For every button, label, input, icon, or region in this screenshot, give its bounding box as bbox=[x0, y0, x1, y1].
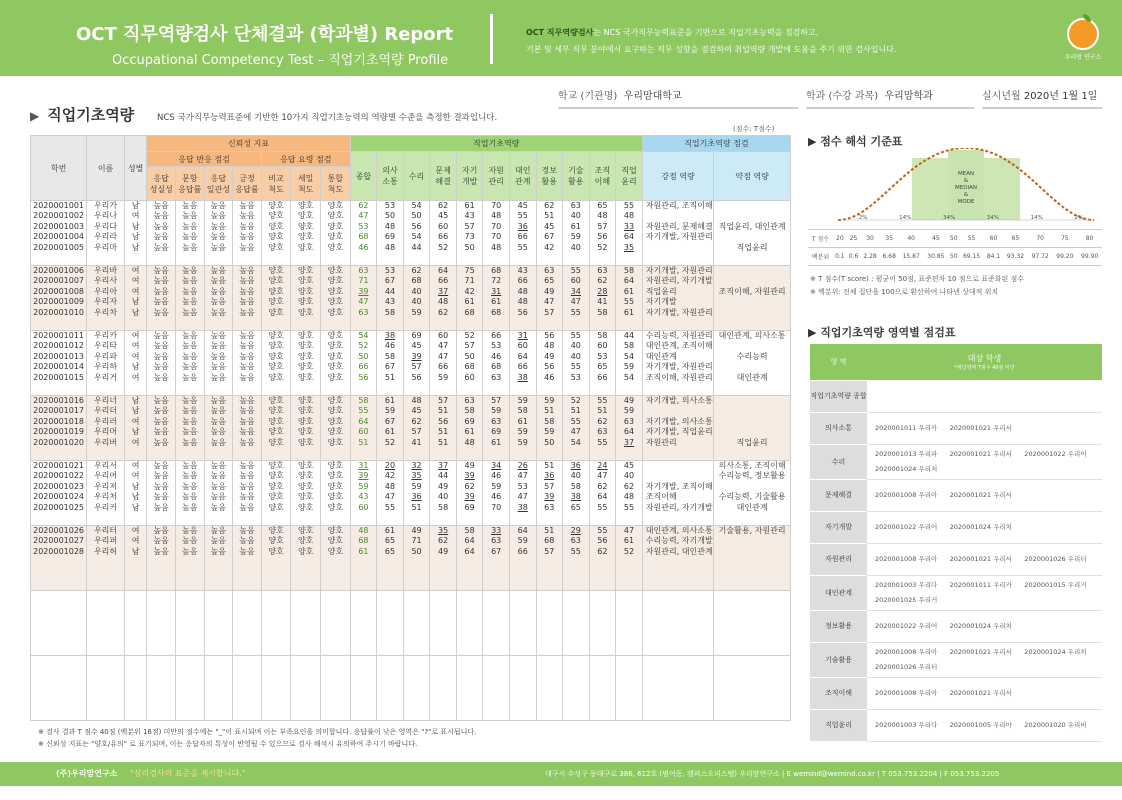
tscore-value: 55 bbox=[959, 230, 984, 248]
total-score-cell: 58 55 64 60 51 bbox=[350, 396, 377, 461]
ability-score-cell: 70 48 70 70 48 bbox=[483, 201, 510, 266]
ability-score-cell: 59 58 61 59 59 bbox=[509, 396, 536, 461]
col-s7: 통합 척도 bbox=[320, 167, 350, 201]
info-dept bbox=[806, 84, 974, 109]
ability-score-cell: 62 51 45 67 42 bbox=[536, 201, 563, 266]
ability-score-cell: 61 65 65 bbox=[377, 526, 404, 591]
pattern-cell: 양호 양호 양호 양호 양호 bbox=[261, 461, 291, 526]
info-school bbox=[558, 84, 798, 109]
tscore-value: 20 bbox=[833, 230, 847, 248]
reliability-cell: 높음 높음 높음 bbox=[175, 526, 204, 591]
percentile-value: 0.6 bbox=[847, 248, 861, 266]
col-total: 종합 bbox=[350, 152, 377, 201]
ability-score-cell: 36 40 58 38 65 bbox=[563, 461, 590, 526]
total-score-cell: 54 52 50 66 56 bbox=[350, 331, 377, 396]
footer-bar bbox=[0, 762, 1122, 786]
pattern-cell: 양호 양호 양호 bbox=[320, 526, 350, 591]
ability-score-cell: 52 57 50 68 60 bbox=[456, 331, 483, 396]
area-name: 기술활용 bbox=[810, 642, 867, 677]
desc-line1: 는 NCS 국가직무능력표준을 기반으로 직업기초능력을 점검하고, bbox=[593, 28, 819, 37]
weakness-cell: 의사소통, 조직이해 수리능력, 정보활용 수리능력, 기술활용 대인관계 bbox=[714, 461, 791, 526]
col-resp: 응답 반응 점검 bbox=[147, 152, 261, 167]
area-row bbox=[810, 543, 1102, 575]
bell-percent-row bbox=[843, 215, 1099, 221]
score-guide-title: ▶ 점수 해석 기준표 bbox=[808, 135, 903, 148]
total-score-cell: 31 39 59 43 60 bbox=[350, 461, 377, 526]
tscore-value: 30 bbox=[860, 230, 879, 248]
area-row bbox=[810, 511, 1102, 543]
area-name: 정보활용 bbox=[810, 610, 867, 642]
footnotes bbox=[38, 726, 476, 750]
area-header: 영 역 bbox=[810, 344, 867, 380]
tscore-value: 35 bbox=[880, 230, 899, 248]
reliability-cell: 높음 높음 높음 높음 높음 bbox=[175, 266, 204, 331]
header-description bbox=[526, 24, 896, 58]
student-name-cell: 우리바 우리사 우리아 우리자 우리차 bbox=[87, 266, 125, 331]
ability-score-cell: 37 44 49 40 58 bbox=[430, 461, 457, 526]
pattern-cell: 양호 양호 양호 양호 양호 bbox=[320, 396, 350, 461]
percentile-value: 99.20 bbox=[1053, 248, 1078, 266]
pattern-cell: 양호 양호 양호 양호 양호 bbox=[291, 331, 321, 396]
dept-value: 우리맘학과 bbox=[884, 91, 933, 102]
tscore-value: 60 bbox=[984, 230, 1003, 248]
ability-score-cell: 43 66 48 48 56 bbox=[509, 266, 536, 331]
table-row-group bbox=[31, 201, 791, 266]
student-id-cell: 2020001021 2020001022 2020001023 2020001024 2020001025 bbox=[31, 461, 87, 526]
pattern-cell: 양호 양호 양호 양호 양호 bbox=[291, 461, 321, 526]
section-title-text: 직업기초역량 bbox=[47, 106, 135, 124]
empty-row bbox=[31, 591, 791, 656]
student-name-cell: 우리터 우리퍼 우리허 bbox=[87, 526, 125, 591]
note-percentile: ※ 백분위: 전체 집단을 100으로 환산하여 나타낸 상대적 위치 bbox=[810, 288, 999, 296]
weakness-cell: 대인관계, 의사소통 수리능력 대인관계 bbox=[714, 331, 791, 396]
sex-cell: 남 여 남 남 남 bbox=[124, 201, 146, 266]
report-subtitle: Occupational Competency Test – 직업기초역량 Profile bbox=[112, 53, 449, 68]
dept-label: 학과 (수강 과목) bbox=[806, 91, 879, 102]
col-a1: 의사 소통 bbox=[377, 152, 404, 201]
area-targets: 2020001022 우리어 2020001024 우리처 bbox=[867, 610, 1102, 642]
col-point: 직업기초역량 점검 bbox=[642, 136, 790, 152]
col-pattern: 응답 요령 점검 bbox=[261, 152, 350, 167]
score-scale-table bbox=[808, 229, 1102, 266]
ability-score-cell: 62 68 40 40 59 bbox=[403, 266, 430, 331]
area-targets: 2020001013 우리파 2020001021 우리서 2020001022 우리어 2020001024 우리처 bbox=[867, 444, 1102, 479]
col-sex: 성별 bbox=[124, 136, 146, 201]
reliability-cell: 높음 높음 높음 높음 높음 bbox=[233, 266, 262, 331]
logo-text: 우리맘 연구소 bbox=[1064, 54, 1102, 61]
slogan: "심리검사의 표준을 제시합니다." bbox=[130, 769, 246, 778]
col-id: 학번 bbox=[31, 136, 87, 201]
col-strength: 강점 역량 bbox=[642, 152, 713, 201]
ability-score-cell: 63 62 28 41 58 bbox=[589, 266, 616, 331]
area-name: 직업윤리 bbox=[810, 709, 867, 741]
reliability-cell: 높음 높음 높음 높음 높음 bbox=[204, 331, 233, 396]
desc-line2: 기본 및 세부 직무 분야에서 요구하는 직무 성향을 점검하여 취업역량 개발에 도움을 주기 위한 검사입니다. bbox=[526, 45, 897, 54]
tscore-value: 75 bbox=[1053, 230, 1078, 248]
bell-percent: 34% bbox=[942, 215, 956, 221]
student-id-cell: 2020001006 2020001007 2020001008 2020001009 2020001010 bbox=[31, 266, 87, 331]
percentile-value: 0.1 bbox=[833, 248, 847, 266]
percentile-value: 2.28 bbox=[860, 248, 879, 266]
ability-score-cell: 68 72 31 61 68 bbox=[483, 266, 510, 331]
tscore-value: 70 bbox=[1028, 230, 1053, 248]
ability-score-cell: 69 45 39 57 56 bbox=[403, 331, 430, 396]
org-name: (주)우리맘연구소 bbox=[56, 769, 118, 778]
area-row bbox=[810, 709, 1102, 741]
col-s4: 긍정 응답률 bbox=[233, 167, 262, 201]
col-a5: 자원 관리 bbox=[483, 152, 510, 201]
school-label: 학교 (기관명) bbox=[558, 91, 618, 102]
area-targets: 2020001003 우리다 2020001011 우리카 2020001015 우리거 2020001025 우리커 bbox=[867, 575, 1102, 610]
pattern-cell: 양호 양호 양호 양호 양호 bbox=[320, 331, 350, 396]
area-targets: 2020001011 우리카 2020001021 우리서 bbox=[867, 412, 1102, 444]
area-name: 대인관계 bbox=[810, 575, 867, 610]
col-s3: 응답 일관성 bbox=[204, 167, 233, 201]
ability-score-cell: 61 59 67 61 52 bbox=[377, 396, 404, 461]
area-name: 의사소통 bbox=[810, 412, 867, 444]
reliability-cell: 높음 높음 높음 높음 높음 bbox=[175, 331, 204, 396]
ability-score-cell: 49 39 62 39 69 bbox=[456, 461, 483, 526]
logo bbox=[1058, 18, 1108, 66]
ability-score-cell: 48 45 62 57 41 bbox=[403, 396, 430, 461]
footnote-1: ※ 검사 결과 T 점수 40점 (백분위 16점) 미만의 점수에는 "_"이 표시되며 이는 부족요인을 의미합니다. 응답률이 낮은 영역은 "?"로 표시됩니다. bbox=[38, 728, 477, 736]
reliability-cell: 높음 높음 높음 높음 높음 bbox=[147, 331, 176, 396]
ability-score-cell: 75 71 42 61 68 bbox=[456, 266, 483, 331]
sex-cell: 여 여 여 남 남 bbox=[124, 266, 146, 331]
weakness-cell: 기술활용, 자원관리 bbox=[714, 526, 791, 591]
area-targets: 2020001022 우리어 2020001024 우리처 bbox=[867, 511, 1102, 543]
reliability-cell: 높음 높음 높음 높음 높음 bbox=[147, 266, 176, 331]
reliability-cell: 높음 높음 높음 높음 높음 bbox=[147, 396, 176, 461]
date-label: 실시년월 bbox=[982, 91, 1021, 102]
ability-score-cell: 64 66 37 48 62 bbox=[430, 266, 457, 331]
pattern-cell: 양호 양호 양호 양호 양호 bbox=[291, 396, 321, 461]
area-name: 자기개발 bbox=[810, 511, 867, 543]
sex-cell: 남 남 여 남 여 bbox=[124, 396, 146, 461]
tscore-value: 80 bbox=[1077, 230, 1102, 248]
table-row-group bbox=[31, 526, 791, 591]
area-name: 문제해결 bbox=[810, 479, 867, 511]
percentile-value: 15.87 bbox=[899, 248, 924, 266]
area-row bbox=[810, 444, 1102, 479]
area-targets: 2020001008 우리아 2020001021 우리서 bbox=[867, 677, 1102, 709]
col-a4: 자기 개발 bbox=[456, 152, 483, 201]
ability-score-cell: 52 51 55 47 54 bbox=[563, 396, 590, 461]
empty-row bbox=[31, 656, 791, 721]
col-s2: 문항 응답률 bbox=[175, 167, 204, 201]
ability-score-cell: 61 43 57 73 50 bbox=[456, 201, 483, 266]
ability-score-cell: 24 47 62 64 55 bbox=[589, 461, 616, 526]
tscore-label: T 점수 bbox=[808, 230, 833, 248]
col-a3: 문제 해결 bbox=[430, 152, 457, 201]
ability-score-cell: 29 63 55 bbox=[563, 526, 590, 591]
area-row bbox=[810, 610, 1102, 642]
bell-percent: 34% bbox=[986, 215, 1000, 221]
tscore-value: 40 bbox=[899, 230, 924, 248]
header-divider bbox=[490, 14, 493, 64]
pattern-cell: 양호 양호 양호 bbox=[261, 526, 291, 591]
ability-score-cell: 55 48 33 64 35 bbox=[616, 201, 643, 266]
percentile-value: 97.72 bbox=[1028, 248, 1053, 266]
area-name: 조직이해 bbox=[810, 677, 867, 709]
ability-score-cell: 49 59 63 64 37 bbox=[616, 396, 643, 461]
ability-score-cell: 34 46 59 46 70 bbox=[483, 461, 510, 526]
area-row bbox=[810, 380, 1102, 412]
col-ability: 직업기초역량 bbox=[350, 136, 642, 152]
ability-score-cell: 57 59 63 69 61 bbox=[483, 396, 510, 461]
weakness-cell: 직업윤리 bbox=[714, 396, 791, 461]
ability-score-cell: 62 45 60 66 52 bbox=[430, 201, 457, 266]
area-targets: 2020001008 우리아 2020001021 우리서 bbox=[867, 479, 1102, 511]
ability-score-cell: 63 58 69 61 48 bbox=[456, 396, 483, 461]
strength-cell: 수리능력, 자원관리 대인관계, 조직이해 대인관계 자기개발, 자원관리 조직이해, 자원관리 bbox=[642, 331, 713, 396]
area-targets: 2020001003 우리다 2020001005 우리마 2020001020 우리버 bbox=[867, 709, 1102, 741]
total-score-cell: 48 68 61 bbox=[350, 526, 377, 591]
ability-score-cell: 57 51 56 51 51 bbox=[430, 396, 457, 461]
ability-score-cell: 49 71 50 bbox=[403, 526, 430, 591]
ability-score-cell: 33 63 67 bbox=[483, 526, 510, 591]
reliability-cell: 높음 높음 높음 높음 높음 bbox=[204, 461, 233, 526]
pattern-cell: 양호 양호 양호 양호 양호 bbox=[261, 266, 291, 331]
ability-score-cell: 60 47 47 66 59 bbox=[430, 331, 457, 396]
area-row bbox=[810, 677, 1102, 709]
strength-cell: 자기개발, 조직이해 조직이해 자원관리, 자기개발 bbox=[642, 461, 713, 526]
reliability-cell: 높음 높음 높음 높음 높음 bbox=[175, 201, 204, 266]
ability-score-cell: 35 62 49 bbox=[430, 526, 457, 591]
col-a2: 수리 bbox=[403, 152, 430, 201]
col-a9: 조직 이해 bbox=[589, 152, 616, 201]
footnote-2: ※ 신뢰성 지표는 "양호/유의" 로 표기되며, 이는 응답자의 특성이 반영될 수 있으므로 검사 해석시 유의하여 주시기 바랍니다. bbox=[38, 740, 418, 748]
ability-score-cell: 45 40 62 48 55 bbox=[616, 461, 643, 526]
ability-score-cell: 56 48 49 56 46 bbox=[536, 331, 563, 396]
strength-cell: 자원관리, 조직이해 자원관리, 문제해결 자기개발, 자원관리 bbox=[642, 201, 713, 266]
percentile-value: 93.32 bbox=[1003, 248, 1028, 266]
ability-score-cell: 26 47 53 47 38 bbox=[509, 461, 536, 526]
reliability-cell: 높음 높음 높음 높음 높음 bbox=[233, 396, 262, 461]
ability-score-cell: 64 59 66 bbox=[509, 526, 536, 591]
ability-score-cell: 58 64 64 bbox=[456, 526, 483, 591]
triangle-icon: ▶ bbox=[808, 326, 821, 339]
pattern-cell: 양호 양호 양호 양호 양호 bbox=[320, 266, 350, 331]
total-score-cell: 63 71 39 47 63 bbox=[350, 266, 377, 331]
col-s6: 세밀 척도 bbox=[291, 167, 321, 201]
tscore-value: 45 bbox=[924, 230, 949, 248]
area-targets: 2020001008 우리아 2020001021 우리서 2020001026 우리터 bbox=[867, 543, 1102, 575]
area-name: 직업기초역량 종합 bbox=[810, 380, 867, 412]
date-value: 2020년 1월 1일 bbox=[1023, 91, 1098, 102]
ability-score-cell: 51 68 57 bbox=[536, 526, 563, 591]
area-check-table bbox=[810, 344, 1102, 742]
table-row-group bbox=[31, 266, 791, 331]
ability-score-cell: 58 64 61 55 61 bbox=[616, 266, 643, 331]
pattern-cell: 양호 양호 양호 양호 양호 bbox=[261, 396, 291, 461]
col-a10: 직업 윤리 bbox=[616, 152, 643, 201]
info-date bbox=[982, 84, 1102, 109]
ability-score-cell: 20 42 48 47 55 bbox=[377, 461, 404, 526]
pattern-cell: 양호 양호 양호 bbox=[291, 526, 321, 591]
pattern-cell: 양호 양호 양호 양호 양호 bbox=[261, 201, 291, 266]
area-name: 수리 bbox=[810, 444, 867, 479]
ability-score-cell: 63 40 61 59 40 bbox=[563, 201, 590, 266]
reliability-cell: 높음 높음 높음 높음 높음 bbox=[175, 396, 204, 461]
ability-score-cell: 31 60 64 66 38 bbox=[509, 331, 536, 396]
pattern-cell: 양호 양호 양호 양호 양호 bbox=[291, 201, 321, 266]
ability-score-cell: 38 46 58 67 51 bbox=[377, 331, 404, 396]
percentile-value: 50 bbox=[948, 248, 959, 266]
sex-cell: 여 여 남 남 남 bbox=[124, 461, 146, 526]
area-name: 자원관리 bbox=[810, 543, 867, 575]
target-header: 대상 학생 *해당영역 T점수 40점 미만 bbox=[867, 344, 1102, 380]
area-row bbox=[810, 412, 1102, 444]
reliability-cell: 높음 높음 높음 높음 높음 bbox=[204, 266, 233, 331]
reliability-cell: 높음 높음 높음 높음 높음 bbox=[175, 461, 204, 526]
percentile-value: 69.15 bbox=[959, 248, 984, 266]
ability-score-cell: 63 65 49 47 57 bbox=[536, 266, 563, 331]
unit-label: (점수: T점수) bbox=[733, 125, 775, 133]
score-notes bbox=[810, 273, 1024, 299]
ability-score-cell: 58 60 53 65 66 bbox=[589, 331, 616, 396]
ability-score-cell: 55 51 62 63 55 bbox=[589, 396, 616, 461]
col-weakness: 약점 역량 bbox=[714, 152, 791, 201]
desc-bold: OCT 직무역량검사 bbox=[526, 28, 594, 37]
pattern-cell: 양호 양호 양호 양호 양호 bbox=[320, 201, 350, 266]
total-score-cell: 62 47 53 68 46 bbox=[350, 201, 377, 266]
student-id-cell: 2020001026 2020001027 2020001028 bbox=[31, 526, 87, 591]
student-id-cell: 2020001011 2020001012 2020001013 2020001014 2020001015 bbox=[31, 331, 87, 396]
bell-mean-label: MEAN & MEDIAN & MODE bbox=[955, 171, 977, 205]
reliability-cell: 높음 높음 높음 높음 높음 bbox=[233, 201, 262, 266]
table-row-group bbox=[31, 461, 791, 526]
ability-score-cell: 47 61 52 bbox=[616, 526, 643, 591]
reliability-cell: 높음 높음 높음 높음 높음 bbox=[233, 461, 262, 526]
strength-cell: 대인관계, 의사소통 수리능력, 자기개발 자원관리, 대인관계 bbox=[642, 526, 713, 591]
student-name-cell: 우리서 우리어 우리저 우리처 우리커 bbox=[87, 461, 125, 526]
strength-cell: 자기개발, 의사소통 자기개발, 의사소통 자기개발, 직업윤리 자원관리 bbox=[642, 396, 713, 461]
report-title: OCT 직무역량검사 단체결과 (학과별) Report bbox=[76, 24, 454, 45]
col-reliability: 신뢰성 지표 bbox=[147, 136, 350, 152]
percentile-value: 6.68 bbox=[880, 248, 899, 266]
sex-cell: 여 여 남 bbox=[124, 526, 146, 591]
ability-score-cell: 54 50 56 54 44 bbox=[403, 201, 430, 266]
table-row-group bbox=[31, 396, 791, 461]
ability-score-cell: 66 53 46 68 63 bbox=[483, 331, 510, 396]
note-tscore: ※ T 점수(T score) : 평균이 50점, 표준편차 10 점으로 표준화된 점수 bbox=[810, 275, 1025, 283]
school-value: 우리맘대학교 bbox=[623, 91, 682, 102]
area-row bbox=[810, 575, 1102, 610]
pattern-cell: 양호 양호 양호 양호 양호 bbox=[261, 331, 291, 396]
area-row bbox=[810, 479, 1102, 511]
section-title bbox=[30, 104, 134, 125]
reliability-cell: 높음 높음 높음 높음 높음 bbox=[204, 201, 233, 266]
area-targets: 2020001008 우리아 2020001021 우리서 2020001024 우리처 2020001026 우리터 bbox=[867, 642, 1102, 677]
student-name-cell: 우리가 우리나 우리다 우리라 우리마 bbox=[87, 201, 125, 266]
tscore-value: 65 bbox=[1003, 230, 1028, 248]
col-a7: 정보 활용 bbox=[536, 152, 563, 201]
reliability-cell: 높음 높음 높음 bbox=[147, 526, 176, 591]
ability-score-cell: 32 35 59 36 51 bbox=[403, 461, 430, 526]
ability-score-cell: 55 56 62 bbox=[589, 526, 616, 591]
weakness-cell: 직업윤리, 대인관계 직업윤리 bbox=[714, 201, 791, 266]
ability-score-cell: 65 48 57 56 52 bbox=[589, 201, 616, 266]
reliability-cell: 높음 높음 높음 bbox=[204, 526, 233, 591]
ability-score-cell: 53 50 48 69 48 bbox=[377, 201, 404, 266]
bell-percent: 2% bbox=[858, 215, 868, 221]
pattern-cell: 양호 양호 양호 양호 양호 bbox=[320, 461, 350, 526]
apple-icon bbox=[1067, 18, 1099, 50]
triangle-icon: ▶ bbox=[30, 109, 40, 123]
percentile-value: 84.1 bbox=[984, 248, 1003, 266]
triangle-icon: ▶ bbox=[808, 135, 821, 148]
bell-percent: 2% bbox=[1074, 215, 1084, 221]
col-name: 이름 bbox=[87, 136, 125, 201]
tscore-value: 50 bbox=[948, 230, 959, 248]
student-name-cell: 우리카 우리타 우리파 우리하 우리거 bbox=[87, 331, 125, 396]
ability-score-cell: 53 67 44 43 58 bbox=[377, 266, 404, 331]
ability-score-cell: 55 40 40 55 53 bbox=[563, 331, 590, 396]
ability-score-cell: 45 55 36 66 55 bbox=[509, 201, 536, 266]
table-row-group bbox=[31, 331, 791, 396]
weakness-cell: 조직이해, 자원관리 bbox=[714, 266, 791, 331]
reliability-cell: 높음 높음 높음 높음 높음 bbox=[147, 201, 176, 266]
student-id-cell: 2020001001 2020001002 2020001003 2020001004 2020001005 bbox=[31, 201, 87, 266]
col-s1: 응답 성실성 bbox=[147, 167, 176, 201]
section-description: NCS 국가직무능력표준에 기반한 10가지 직업기초능력의 역량별 수준을 측정한 결과입니다. bbox=[157, 113, 498, 123]
ability-score-cell: 59 51 58 59 50 bbox=[536, 396, 563, 461]
area-row bbox=[810, 642, 1102, 677]
contact-info: 대구시 수성구 동대구로 386, 612호 (범어동, 캠퍼스오피스텔) 우리맘연구소 | E wemind@wemind.co.kr | T 053.753.2204 | F 053.753.2205 bbox=[545, 770, 1000, 778]
ability-score-cell: 44 58 54 59 54 bbox=[616, 331, 643, 396]
percentile-value: 30.85 bbox=[924, 248, 949, 266]
col-s5: 비교 척도 bbox=[261, 167, 291, 201]
strength-cell: 자기개발, 자원관리 자원관리, 자기개발 직업윤리 자기개발 자기개발, 자원관리 bbox=[642, 266, 713, 331]
area-targets bbox=[867, 380, 1102, 412]
reliability-cell: 높음 높음 높음 높음 높음 bbox=[233, 331, 262, 396]
reliability-cell: 높음 높음 높음 bbox=[233, 526, 262, 591]
reliability-cell: 높음 높음 높음 높음 높음 bbox=[204, 396, 233, 461]
percentile-value: 99.90 bbox=[1077, 248, 1102, 266]
sex-cell: 여 여 여 남 여 bbox=[124, 331, 146, 396]
ability-score-cell: 51 36 57 39 63 bbox=[536, 461, 563, 526]
pattern-cell: 양호 양호 양호 양호 양호 bbox=[291, 266, 321, 331]
reliability-cell: 높음 높음 높음 높음 높음 bbox=[147, 461, 176, 526]
student-id-cell: 2020001016 2020001017 2020001018 2020001019 2020001020 bbox=[31, 396, 87, 461]
col-a6: 대인 관계 bbox=[509, 152, 536, 201]
tscore-value: 25 bbox=[847, 230, 861, 248]
area-check-title: ▶ 직업기초역량 영역별 점검표 bbox=[808, 326, 956, 339]
percentile-label: 백분위 bbox=[808, 248, 833, 266]
student-name-cell: 우리너 우리더 우리러 우리머 우리버 bbox=[87, 396, 125, 461]
col-a8: 기술 활용 bbox=[563, 152, 590, 201]
bell-percent: 14% bbox=[1030, 215, 1043, 221]
ability-score-cell: 55 60 34 47 55 bbox=[563, 266, 590, 331]
bell-percent: 14% bbox=[899, 215, 912, 221]
results-table bbox=[30, 135, 791, 721]
